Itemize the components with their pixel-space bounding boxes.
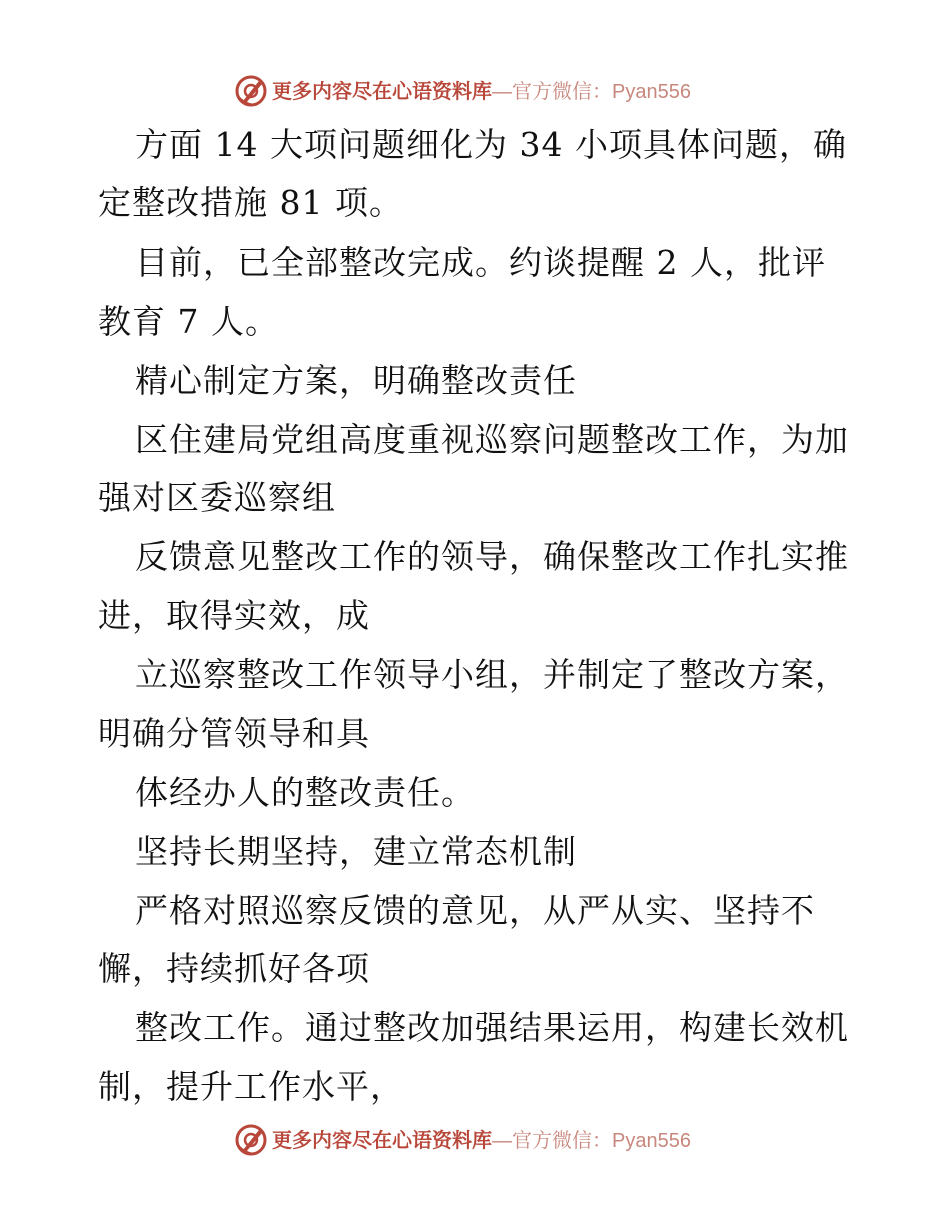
text-line: 强对区委巡察组 <box>98 478 336 517</box>
text-line: 整改工作。通过整改加强结果运用，构建长效机 <box>135 1008 849 1047</box>
text-line: 制，提升工作水平， <box>98 1067 404 1106</box>
text-line: 教育 7 人。 <box>98 302 279 341</box>
text-line: 精心制定方案，明确整改责任 <box>135 361 577 400</box>
text-line: 严格对照巡察反馈的意见，从严从实、坚持不 <box>135 891 815 930</box>
text-line: 反馈意见整改工作的领导，确保整改工作扎实推 <box>135 537 849 576</box>
text-line: 立巡察整改工作领导小组，并制定了整改方案， <box>135 655 849 694</box>
footer-banner <box>0 1120 950 1160</box>
text-line: 目前，已全部整改完成。约谈提醒 2 人，批评 <box>135 243 826 282</box>
text-line: 体经办人的整改责任。 <box>135 773 475 812</box>
header-banner <box>0 71 950 111</box>
text-line: 定整改措施 81 项。 <box>98 183 403 222</box>
header-contact-text: —官方微信：Pyan556 <box>492 81 691 103</box>
text-line: 坚持长期坚持，建立常态机制 <box>135 832 577 871</box>
text-line: 进，取得实效，成 <box>98 596 370 635</box>
header-brand-text: 更多内容尽在心语资料库 <box>272 79 492 103</box>
text-line: 明确分管领导和具 <box>98 714 370 753</box>
text-line: 懈，持续抓好各项 <box>98 949 370 988</box>
footer-contact-text: —官方微信：Pyan556 <box>492 1130 691 1152</box>
text-line: 区住建局党组高度重视巡察问题整改工作，为加 <box>135 420 849 459</box>
brand-logo-icon <box>233 1122 269 1158</box>
text-line: 方面 14 大项问题细化为 34 小项具体问题，确 <box>135 125 847 164</box>
brand-logo-icon <box>233 73 269 109</box>
footer-brand-text: 更多内容尽在心语资料库 <box>272 1128 492 1152</box>
